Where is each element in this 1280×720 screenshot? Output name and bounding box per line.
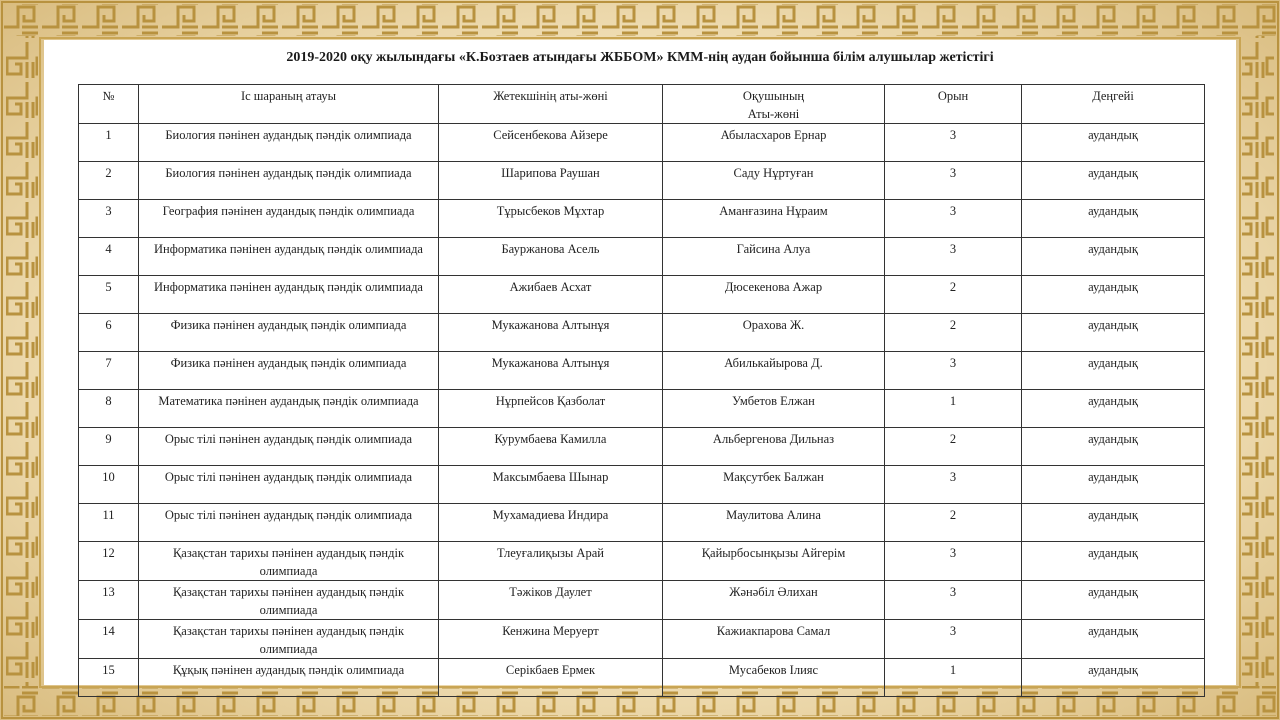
cell-level: аудандық bbox=[1022, 162, 1205, 200]
header-student-line2: Аты-жөні bbox=[747, 107, 800, 121]
header-student bbox=[663, 85, 885, 124]
cell-event: Биология пәнінен аудандық пәндік олимпиада bbox=[139, 162, 439, 200]
table-row bbox=[79, 200, 1205, 238]
table-row bbox=[79, 124, 1205, 162]
cell-event: Қазақстан тарихы пәнінен аудандық пәндік олимпиада bbox=[139, 620, 439, 659]
cell-level: аудандық bbox=[1022, 276, 1205, 314]
cell-place: 2 bbox=[885, 428, 1022, 466]
cell-place: 1 bbox=[885, 659, 1022, 697]
cell-number: 15 bbox=[79, 659, 139, 697]
cell-level: аудандық bbox=[1022, 542, 1205, 581]
cell-student: Мақсутбек Балжан bbox=[663, 466, 885, 504]
cell-place: 3 bbox=[885, 238, 1022, 276]
cell-supervisor: Мукажанова Алтынұя bbox=[439, 352, 663, 390]
achievements-table bbox=[78, 84, 1205, 697]
cell-place: 2 bbox=[885, 276, 1022, 314]
cell-student: Маулитова Алина bbox=[663, 504, 885, 542]
cell-number: 12 bbox=[79, 542, 139, 581]
cell-number: 3 bbox=[79, 200, 139, 238]
cell-student: Умбетов Елжан bbox=[663, 390, 885, 428]
cell-event: Қазақстан тарихы пәнінен аудандық пәндік олимпиада bbox=[139, 542, 439, 581]
cell-number: 5 bbox=[79, 276, 139, 314]
cell-event: Қазақстан тарихы пәнінен аудандық пәндік олимпиада bbox=[139, 581, 439, 620]
cell-number: 9 bbox=[79, 428, 139, 466]
cell-place: 3 bbox=[885, 581, 1022, 620]
table-row bbox=[79, 314, 1205, 352]
cell-level: аудандық bbox=[1022, 200, 1205, 238]
cell-student: Дюсекенова Ажар bbox=[663, 276, 885, 314]
cell-supervisor: Мукажанова Алтынұя bbox=[439, 314, 663, 352]
cell-place: 3 bbox=[885, 162, 1022, 200]
cell-place: 2 bbox=[885, 314, 1022, 352]
table-row bbox=[79, 620, 1205, 659]
cell-event: География пәнінен аудандық пәндік олимпиада bbox=[139, 200, 439, 238]
cell-event: Құқық пәнінен аудандық пәндік олимпиада bbox=[139, 659, 439, 697]
cell-student: Қайырбосынқызы Айгерім bbox=[663, 542, 885, 581]
cell-event: Математика пәнінен аудандық пәндік олимпиада bbox=[139, 390, 439, 428]
cell-level: аудандық bbox=[1022, 238, 1205, 276]
cell-level: аудандық bbox=[1022, 581, 1205, 620]
cell-supervisor: Курумбаева Камилла bbox=[439, 428, 663, 466]
cell-level: аудандық bbox=[1022, 124, 1205, 162]
cell-number: 6 bbox=[79, 314, 139, 352]
cell-place: 2 bbox=[885, 504, 1022, 542]
cell-student: Жәнәбіл Әлихан bbox=[663, 581, 885, 620]
cell-supervisor: Кенжина Меруерт bbox=[439, 620, 663, 659]
cell-student: Кажиакпарова Самал bbox=[663, 620, 885, 659]
header-number: № bbox=[79, 85, 139, 124]
cell-number: 14 bbox=[79, 620, 139, 659]
table-row bbox=[79, 162, 1205, 200]
cell-number: 10 bbox=[79, 466, 139, 504]
cell-number: 7 bbox=[79, 352, 139, 390]
cell-level: аудандық bbox=[1022, 620, 1205, 659]
cell-supervisor: Мухамадиева Индира bbox=[439, 504, 663, 542]
cell-level: аудандық bbox=[1022, 504, 1205, 542]
cell-level: аудандық bbox=[1022, 428, 1205, 466]
cell-supervisor: Тлеуғалиқызы Арай bbox=[439, 542, 663, 581]
cell-place: 3 bbox=[885, 200, 1022, 238]
cell-student: Абыласхаров Ернар bbox=[663, 124, 885, 162]
cell-student: Аманғазина Нұраим bbox=[663, 200, 885, 238]
cell-supervisor: Тәжіков Даулет bbox=[439, 581, 663, 620]
cell-level: аудандық bbox=[1022, 314, 1205, 352]
table-row bbox=[79, 542, 1205, 581]
table-row bbox=[79, 504, 1205, 542]
cell-student: Абилькайырова Д. bbox=[663, 352, 885, 390]
cell-number: 1 bbox=[79, 124, 139, 162]
cell-event: Орыс тілі пәнінен аудандық пәндік олимпиада bbox=[139, 504, 439, 542]
cell-place: 3 bbox=[885, 352, 1022, 390]
cell-place: 3 bbox=[885, 542, 1022, 581]
cell-number: 2 bbox=[79, 162, 139, 200]
cell-event: Физика пәнінен аудандық пәндік олимпиада bbox=[139, 352, 439, 390]
table-row bbox=[79, 581, 1205, 620]
header-event: Іс шараның атауы bbox=[139, 85, 439, 124]
cell-event: Биология пәнінен аудандық пәндік олимпиада bbox=[139, 124, 439, 162]
cell-supervisor: Серікбаев Ермек bbox=[439, 659, 663, 697]
cell-supervisor: Ажибаев Асхат bbox=[439, 276, 663, 314]
table-row bbox=[79, 659, 1205, 697]
cell-event: Физика пәнінен аудандық пәндік олимпиада bbox=[139, 314, 439, 352]
cell-place: 1 bbox=[885, 390, 1022, 428]
table-header-row bbox=[79, 85, 1205, 124]
table-row bbox=[79, 352, 1205, 390]
cell-number: 4 bbox=[79, 238, 139, 276]
cell-event: Информатика пәнінен аудандық пәндік олимпиада bbox=[139, 276, 439, 314]
table-row bbox=[79, 466, 1205, 504]
header-supervisor: Жетекшінің аты-жөні bbox=[439, 85, 663, 124]
cell-student: Альбергенова Дильназ bbox=[663, 428, 885, 466]
header-student-line1: Оқушының bbox=[742, 89, 805, 103]
cell-level: аудандық bbox=[1022, 390, 1205, 428]
cell-place: 3 bbox=[885, 466, 1022, 504]
cell-supervisor: Максымбаева Шынар bbox=[439, 466, 663, 504]
cell-student: Орахова Ж. bbox=[663, 314, 885, 352]
cell-number: 11 bbox=[79, 504, 139, 542]
table-row bbox=[79, 238, 1205, 276]
cell-place: 3 bbox=[885, 620, 1022, 659]
cell-level: аудандық bbox=[1022, 659, 1205, 697]
cell-number: 8 bbox=[79, 390, 139, 428]
cell-supervisor: Сейсенбекова Айзере bbox=[439, 124, 663, 162]
cell-number: 13 bbox=[79, 581, 139, 620]
header-level: Деңгейі bbox=[1022, 85, 1205, 124]
cell-supervisor: Нұрпейсов Қазболат bbox=[439, 390, 663, 428]
cell-event: Информатика пәнінен аудандық пәндік олимпиада bbox=[139, 238, 439, 276]
cell-supervisor: Шарипова Раушан bbox=[439, 162, 663, 200]
cell-supervisor: Бауржанова Асель bbox=[439, 238, 663, 276]
cell-supervisor: Тұрысбеков Мұхтар bbox=[439, 200, 663, 238]
page-title: 2019-2020 оқу жылындағы «К.Бозтаев атындағы ЖББОМ» КММ-нің аудан бойынша білім алушылар жетістігі bbox=[286, 50, 994, 65]
cell-level: аудандық bbox=[1022, 466, 1205, 504]
table-row bbox=[79, 428, 1205, 466]
cell-student: Мусабеков Ілияс bbox=[663, 659, 885, 697]
cell-student: Саду Нұртуған bbox=[663, 162, 885, 200]
content-panel bbox=[44, 40, 1236, 685]
cell-level: аудандық bbox=[1022, 352, 1205, 390]
header-place: Орын bbox=[885, 85, 1022, 124]
cell-student: Гайсина Алуа bbox=[663, 238, 885, 276]
cell-event: Орыс тілі пәнінен аудандық пәндік олимпиада bbox=[139, 466, 439, 504]
cell-place: 3 bbox=[885, 124, 1022, 162]
cell-event: Орыс тілі пәнінен аудандық пәндік олимпиада bbox=[139, 428, 439, 466]
table-row bbox=[79, 276, 1205, 314]
table-row bbox=[79, 390, 1205, 428]
